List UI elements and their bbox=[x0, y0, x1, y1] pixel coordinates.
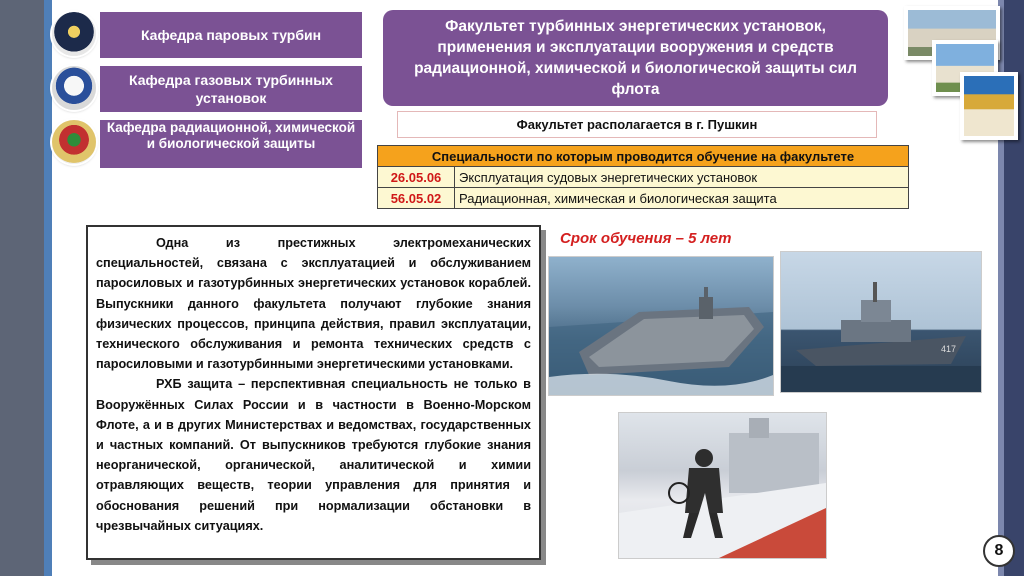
specialty-code: 56.05.02 bbox=[378, 188, 455, 209]
location-text: Факультет располагается в г. Пушкин bbox=[516, 117, 758, 132]
left-accent-stripe bbox=[44, 0, 52, 576]
specialty-code: 26.05.06 bbox=[378, 167, 455, 188]
steam-turbine-emblem bbox=[52, 12, 96, 56]
description-paragraph: Одна из престижных электромеханических специальностей, связана с эксплуатацией и обслуживанием паросиловых и газотурбинных энергетических установок кораблей. Выпускники данного факультета получают глубокие знания физических процессов, принципа действия, правил эксплуатации, технического обслуживания и ремонта технических средств с паросиловыми и газотурбинными энергетическими установками. bbox=[96, 236, 531, 372]
faculty-title-panel bbox=[383, 10, 888, 106]
department-label: Кафедра паровых турбин bbox=[140, 27, 322, 43]
admiralty-image bbox=[964, 76, 1014, 136]
table-row bbox=[378, 188, 909, 209]
gas-turbine-emblem bbox=[52, 66, 96, 110]
specialties-table bbox=[377, 145, 909, 209]
specialty-name: Эксплуатация судовых энергетических установок bbox=[455, 167, 909, 188]
table-header-row bbox=[378, 146, 909, 167]
description-box bbox=[86, 225, 541, 560]
study-duration: Срок обучения – 5 лет bbox=[560, 230, 732, 247]
table-header: Специальности по которым проводится обучение на факультете bbox=[378, 146, 909, 167]
location-box bbox=[397, 111, 877, 138]
frigate-image bbox=[781, 252, 981, 392]
table-row bbox=[378, 167, 909, 188]
left-sidebar-stripe bbox=[0, 0, 44, 576]
description-paragraph: РХБ защита – перспективная специальность не только в Вооружённых Силах России и в частности в Военно-Морском Флоте, а и в других Министерствах и ведомствах, государственных и частных компаний. От выпускников требуются глубокие знания неорганической, органической, аналитической и химии отравляющих веществ, теории управления для принятия и обоснования решений при нормализации обстановки в чрезвычайных ситуациях. bbox=[96, 377, 531, 533]
specialty-name: Радиационная, химическая и биологическая защита bbox=[455, 188, 909, 209]
admiralty-thumbnail bbox=[960, 72, 1018, 140]
aircraft-carrier-image bbox=[549, 257, 773, 395]
department-rkhb-defense bbox=[100, 120, 362, 168]
frigate-photo bbox=[781, 252, 981, 392]
crew-on-deck-photo bbox=[619, 413, 826, 558]
faculty-title: Факультет турбинных энергетических установок, применения и эксплуатации вооружения и средств радиационной, химической и биологической защиты сил флота bbox=[414, 18, 857, 98]
crew-on-deck-image bbox=[619, 413, 826, 558]
department-label: Кафедра радиационной, химической и биологической защиты bbox=[106, 120, 356, 151]
page-number bbox=[983, 535, 1015, 567]
aircraft-carrier-photo bbox=[549, 257, 773, 395]
rkhb-defense-emblem bbox=[52, 120, 96, 164]
department-steam-turbines bbox=[100, 12, 362, 58]
svg-text:417: 417 bbox=[941, 344, 957, 354]
page-number-label: 8 bbox=[994, 542, 1004, 559]
department-gas-turbines bbox=[100, 66, 362, 112]
department-label: Кафедра газовых турбинных установок bbox=[129, 72, 333, 106]
